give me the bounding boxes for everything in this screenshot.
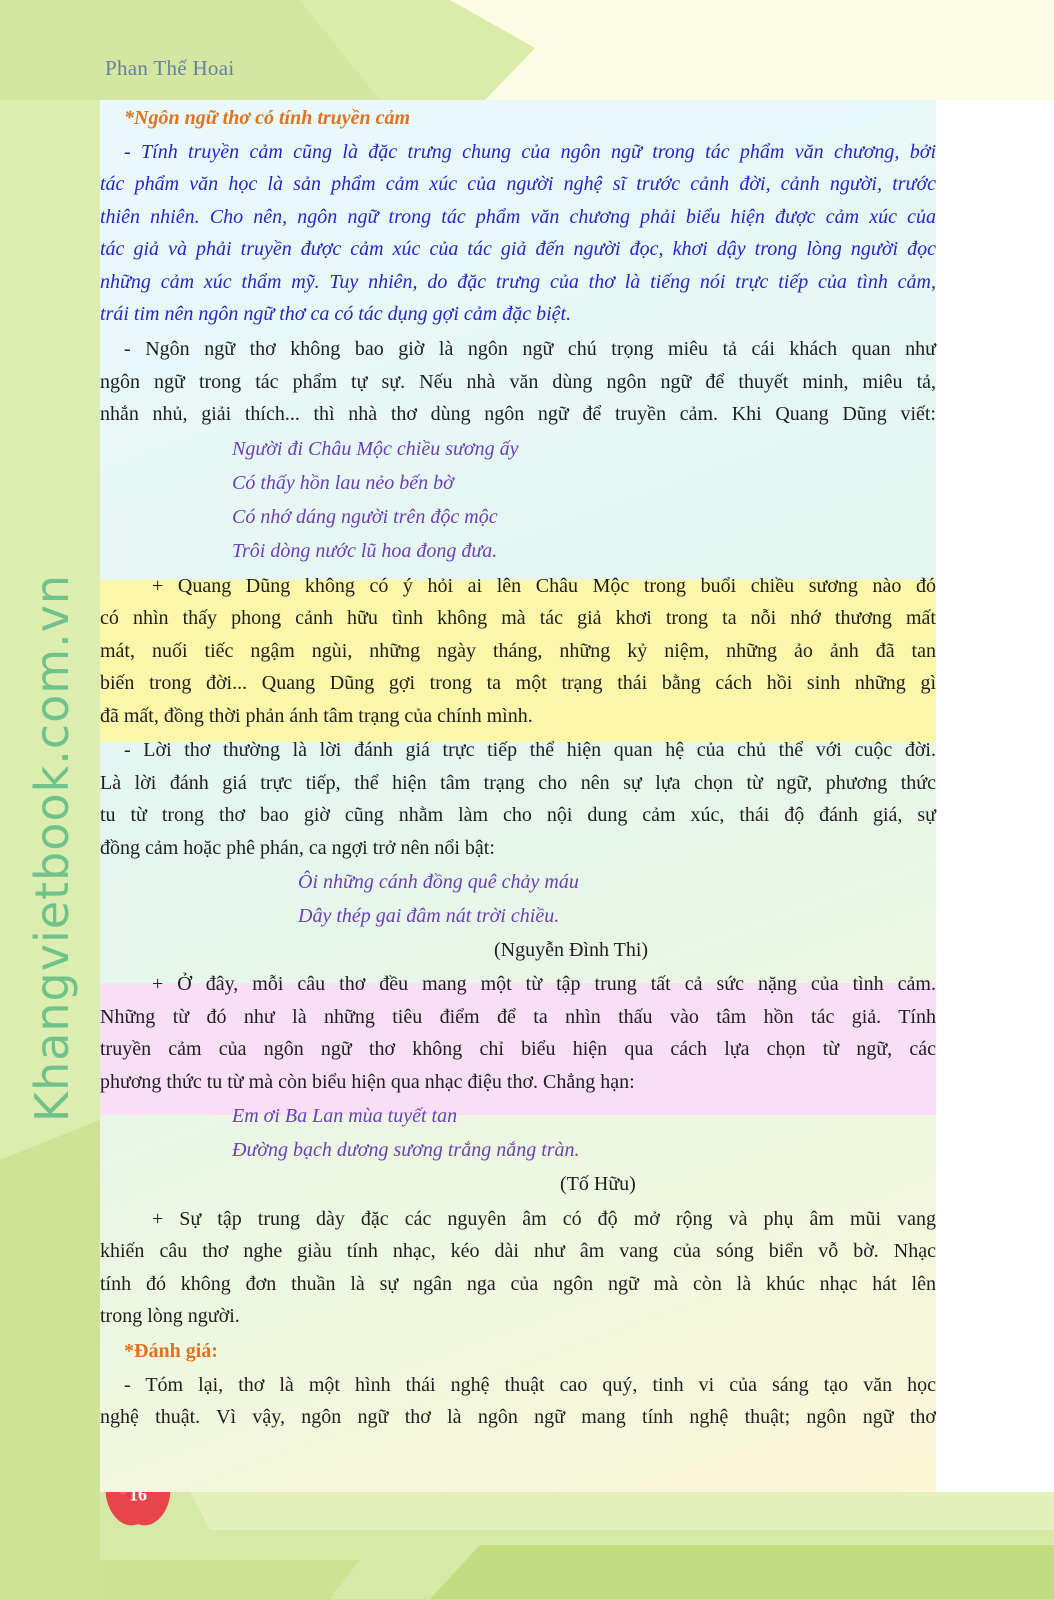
author-name: Phan Thế Hoai xyxy=(105,56,235,80)
paragraph-line: + Quang Dũng không có ý hỏi ai lên Châu Mộc trong buổi chiều sương nào đó xyxy=(152,575,936,597)
paragraph-line: có nhìn thấy phong cảnh hữu tình không mà tác giả khơi trong ta nỗi nhớ thương mất xyxy=(100,607,936,629)
paragraph-line: tác giả và phải truyền được cảm xúc của tác giả đến người đọc, khơi dậy trong lòng người đọc xyxy=(100,238,936,260)
page-body xyxy=(100,100,936,1492)
paragraph-line: ngôn ngữ trong tác phẩm tự sự. Nếu nhà văn dùng ngôn ngữ để thuyết minh, miêu tả, xyxy=(100,371,936,393)
poem-line: Đường bạch dương sương trắng nắng tràn. xyxy=(232,1139,580,1161)
poem-line: Dây thép gai đâm nát trời chiều. xyxy=(298,905,560,927)
paragraph-line: khiến câu thơ nghe giàu tính nhạc, kéo dài như âm vang của sóng biển vỗ bờ. Nhạc xyxy=(100,1240,936,1262)
poem-source: (Nguyễn Đình Thi) xyxy=(494,939,649,961)
watermark-text: Khangvietbook.com.vn xyxy=(25,573,79,1123)
paragraph-line: nghệ thuật. Vì vậy, ngôn ngữ thơ là ngôn ngữ mang tính nghệ thuật; ngôn ngữ thơ xyxy=(100,1406,936,1428)
paragraph-line: đồng cảm hoặc phê phán, ca ngợi trở nên nổi bật: xyxy=(100,837,495,859)
section-heading: *Đánh giá: xyxy=(124,1340,218,1362)
page-number: 16 xyxy=(129,1484,147,1505)
paragraph-line: + Sự tập trung dày đặc các nguyên âm có độ mở rộng và phụ âm mũi vang xyxy=(152,1208,936,1230)
paragraph-line: - Ngôn ngữ thơ không bao giờ là ngôn ngữ chú trọng miêu tả cái khách quan như xyxy=(124,338,936,360)
poem-line: Ôi những cánh đồng quê chảy máu xyxy=(298,871,579,893)
paragraph-line: tính đó không đơn thuần là sự ngân nga của ngôn ngữ mà còn là khúc nhạc hát lên xyxy=(100,1273,936,1295)
paragraph-line: Là lời đánh giá trực tiếp, thể hiện tâm trạng cho nên sự lựa chọn từ ngữ, phương thức xyxy=(100,772,936,794)
poem-source: (Tố Hữu) xyxy=(560,1173,636,1195)
paragraph-line: mát, nuối tiếc ngậm ngùi, những ngày tháng, những kỷ niệm, những ảo ảnh đã tan xyxy=(100,640,936,662)
paragraph-line: + Ở đây, mỗi câu thơ đều mang một từ tập trung tất cả sức nặng của tình cảm. xyxy=(152,973,936,995)
paragraph-line: những cảm xúc thẩm mỹ. Tuy nhiên, do đặc trưng của thơ là tiếng nói trực tiếp của tình cảm, xyxy=(100,271,936,293)
paragraph-line: Những từ đó như là những tiêu điểm để ta nhìn thấu vào tâm hồn tác giả. Tính xyxy=(100,1006,936,1028)
poem-line: Người đi Châu Mộc chiều sương ấy xyxy=(232,438,519,460)
paragraph-line: tu từ trong thơ bao giờ cũng nhằm làm cho nội dung cảm xúc, thái độ đánh giá, sự xyxy=(100,804,936,826)
paragraph-line: nhắn nhủ, giải thích... thì nhà thơ dùng ngôn ngữ để truyền cảm. Khi Quang Dũng viết: xyxy=(100,403,936,425)
poem-line: Có thấy hồn lau nẻo bến bờ xyxy=(232,472,454,494)
paragraph-line: trái tim nên ngôn ngữ thơ ca có tác dụng gợi cảm đặc biệt. xyxy=(100,303,572,325)
paragraph-line: trong lòng người. xyxy=(100,1305,240,1327)
paragraph-line: - Tính truyền cảm cũng là đặc trưng chung của ngôn ngữ trong tác phẩm văn chương, bởi xyxy=(124,141,936,163)
paragraph-line: truyền cảm của ngôn ngữ thơ không chỉ biểu hiện qua cách lựa chọn từ ngữ, các xyxy=(100,1038,936,1060)
paragraph-line: - Lời thơ thường là lời đánh giá trực tiếp thể hiện quan hệ của chủ thể với cuộc đời. xyxy=(124,739,936,761)
poem-line: Có nhớ dáng người trên độc mộc xyxy=(232,506,498,528)
poem-line: Trôi dòng nước lũ hoa đong đưa. xyxy=(232,540,498,562)
paragraph-line: biến trong đời... Quang Dũng gợi trong ta một trạng thái bằng cách hồi sinh những gì xyxy=(100,672,936,694)
paragraph-line: thiên nhiên. Cho nên, ngôn ngữ trong tác phẩm văn chương phải biểu hiện được cảm xúc của xyxy=(100,206,936,228)
poem-line: Em ơi Ba Lan mùa tuyết tan xyxy=(232,1105,458,1127)
paragraph-line: - Tóm lại, thơ là một hình thái nghệ thuật cao quý, tinh vi của sáng tạo văn học xyxy=(124,1374,936,1396)
paragraph-line: phương thức tu từ mà còn biểu hiện qua nhạc điệu thơ. Chẳng hạn: xyxy=(100,1071,635,1093)
paragraph-line: tác phẩm văn học là sản phẩm cảm xúc của người nghệ sĩ trước cảnh đời, cảnh người, trước xyxy=(100,173,936,195)
paragraph-line: đã mất, đồng thời phản ánh tâm trạng của chính mình. xyxy=(100,705,533,727)
section-heading: *Ngôn ngữ thơ có tính truyền cảm xyxy=(124,107,411,129)
